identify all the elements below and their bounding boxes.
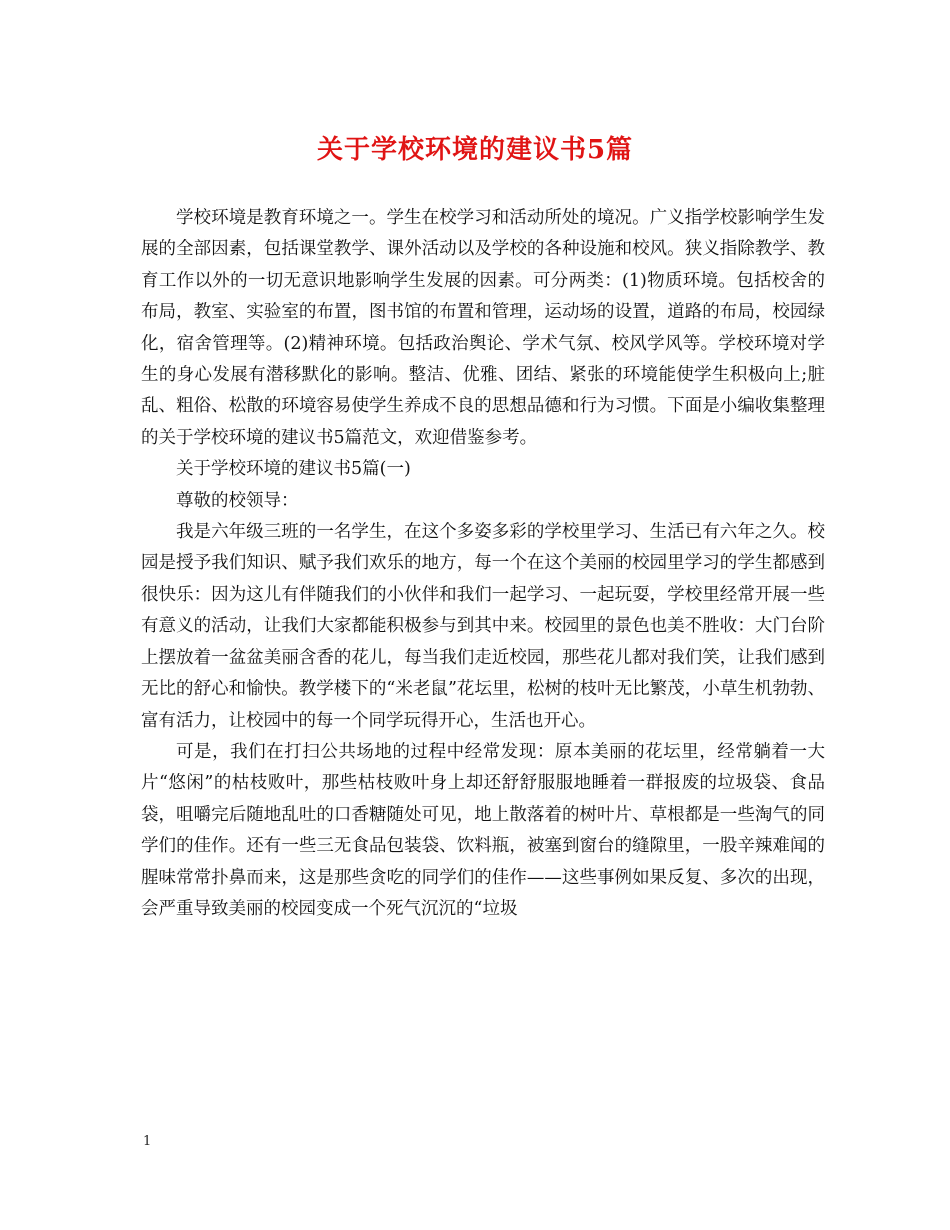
paragraph-body-2: 可是，我们在打扫公共场地的过程中经常发现：原本美丽的花坛里，经常躺着一大片“悠闲”的枯枝败叶，那些枯枝败叶身上却还舒舒服服地睡着一群报废的垃圾袋、食品袋，咀嚼完后随地乱吐的口香糖随处可见，地上散落着的树叶片、草根都是一些淘气的同学们的佳作。还有一些三无食品包装袋、饮料瓶，被塞到窗台的缝隙里，一股辛辣难闻的腥味常常扑鼻而来，这是那些贪吃的同学们的佳作——这些事例如果反复、多次的出现，会严重导致美丽的校园变成一个死气沉沉的“垃圾: [141, 741, 825, 919]
document-body: [141, 203, 825, 925]
paragraph-body-1: 我是六年级三班的一名学生，在这个多姿多彩的学校里学习、生活已有六年之久。校园是授予我们知识、赋予我们欢乐的地方，每一个在这个美丽的校园里学习的学生都感到很快乐：因为这儿有伴随我们的小伙伴和我们一起学习、一起玩耍，学校里经常开展一些有意义的活动，让我们大家都能积极参与到其中来。校园里的景色也美不胜收：大门台阶上摆放着一盆盆美丽含香的花儿，每当我们走近校园，那些花儿都对我们笑，让我们感到无比的舒心和愉快。教学楼下的“米老鼠”花坛里，松树的枝叶无比繁茂，小草生机勃勃、富有活力，让校园中的每一个同学玩得开心，生活也开心。: [141, 522, 825, 731]
document-title: 关于学校环境的建议书5篇: [316, 135, 634, 165]
paragraph-intro: 学校环境是教育环境之一。学生在校学习和活动所处的境况。广义指学校影响学生发展的全部因素，包括课堂教学、课外活动以及学校的各种设施和校风。狭义指除教学、教育工作以外的一切无意识地影响学生发展的因素。可分两类：(1)物质环境。包括校舍的布局，教室、实验室的布置，图书馆的布置和管理，运动场的设置，道路的布局，校园绿化，宿舍管理等。(2)精神环境。包括政治舆论、学术气氛、校风学风等。学校环境对学生的身心发展有潜移默化的影响。整洁、优雅、团结、紧张的环境能使学生积极向上;脏乱、粗俗、松散的环境容易使学生养成不良的思想品德和行为习惯。下面是小编收集整理的关于学校环境的建议书5篇范文，欢迎借鉴参考。: [141, 208, 825, 448]
page-number: 1: [143, 1134, 152, 1149]
paragraph-section-heading: 关于学校环境的建议书5篇(一): [176, 459, 411, 480]
paragraph-salutation: 尊敬的校领导：: [176, 490, 299, 511]
